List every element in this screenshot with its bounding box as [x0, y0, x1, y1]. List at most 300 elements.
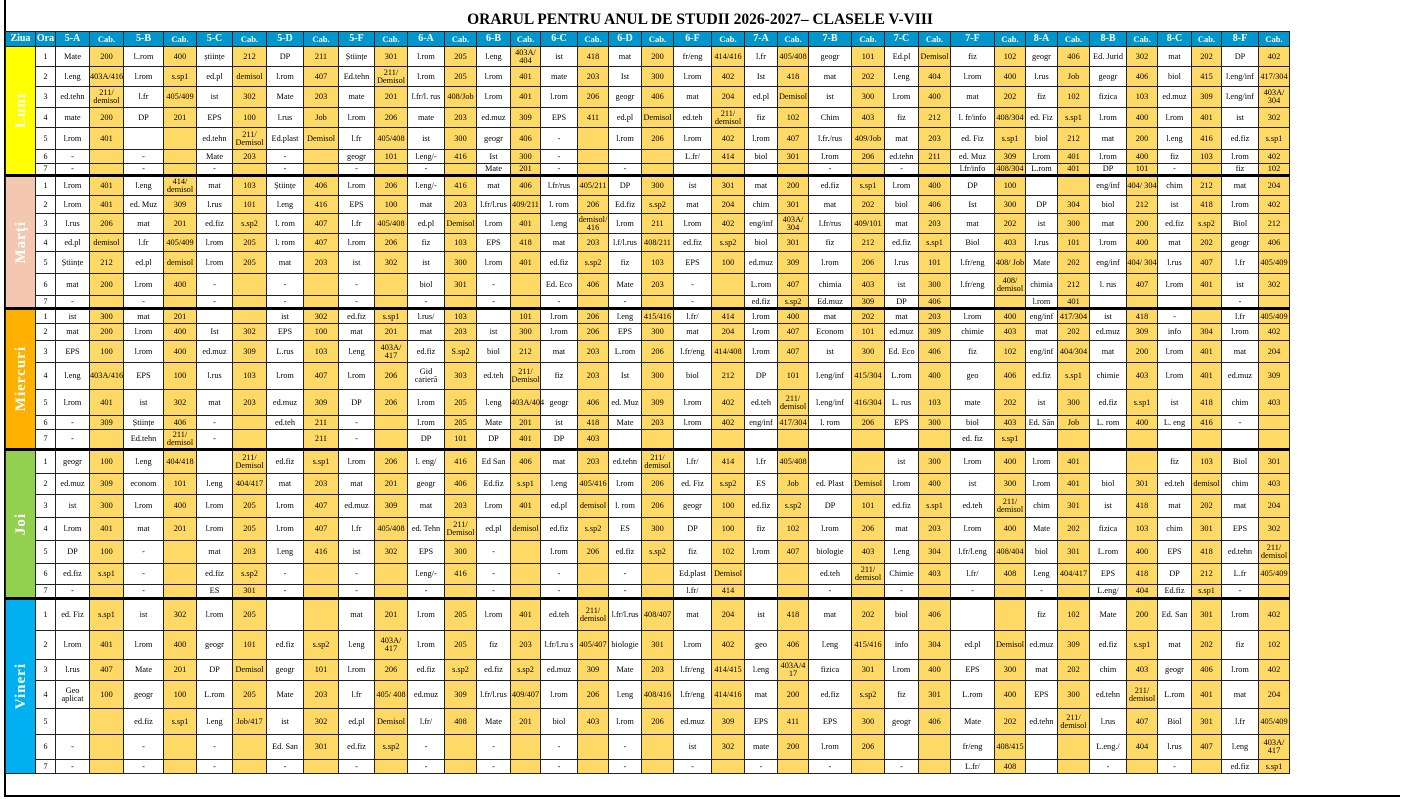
subject-cell: - — [477, 564, 511, 585]
subject-cell: - — [124, 164, 164, 176]
cabinet-cell — [642, 564, 674, 585]
cabinet-cell: 406 — [1259, 234, 1290, 252]
cabinet-cell — [304, 564, 339, 585]
subject-cell: Științe — [339, 47, 375, 67]
cabinet-cell: 400 — [164, 341, 197, 363]
cabinet-cell: 309 — [919, 324, 951, 341]
subject-cell: l.rus — [885, 252, 919, 274]
cabinet-cell: s.sp1 — [995, 430, 1026, 450]
cabinet-cell: 206 — [578, 309, 609, 324]
subject-cell: EPS — [809, 709, 852, 735]
cabinet-cell: 405/408 — [375, 128, 408, 150]
cabinet-cell: 405/416 — [578, 474, 609, 495]
cabinet-cell: 405/407 — [578, 631, 609, 660]
cabinet-cell: 202 — [995, 87, 1026, 108]
cabinet-cell: 406 — [1127, 67, 1158, 87]
cabinet-cell: 202 — [1058, 252, 1090, 274]
cabinet-cell: 200 — [1127, 599, 1158, 631]
subject-cell: l.rus — [1158, 735, 1192, 760]
subject-cell: - — [1090, 760, 1127, 774]
subject-cell: l.eng — [124, 450, 164, 474]
subject-cell: ist — [885, 274, 919, 296]
subject-cell: ed.fiz — [745, 296, 778, 309]
cabinet-cell: Demisol — [919, 47, 951, 67]
subject-cell: mat — [1222, 341, 1259, 363]
cabinet-cell: s.sp2 — [578, 252, 609, 274]
subject-cell: l.rom — [745, 341, 778, 363]
subject-cell: L.fr — [1222, 564, 1259, 585]
cabinet-cell: 101 — [852, 495, 885, 518]
period-number: 1 — [36, 309, 56, 324]
subject-cell: - — [408, 296, 445, 309]
subject-cell: EPS — [339, 196, 375, 214]
cabinet-cell: 102 — [995, 341, 1026, 363]
table-row — [6, 474, 1290, 495]
subject-cell: l.rom — [408, 47, 445, 67]
table-row — [6, 176, 1290, 196]
header-class: 7-B — [809, 32, 852, 47]
subject-cell: Ed. Jurid — [1090, 47, 1127, 67]
cabinet-cell: 200 — [1127, 214, 1158, 234]
day-name: Luni — [12, 93, 29, 128]
cabinet-cell: 302 — [304, 309, 339, 324]
subject-cell: EPS — [477, 234, 511, 252]
cabinet-cell: 401 — [90, 390, 124, 416]
cabinet-cell: 300 — [995, 196, 1026, 214]
cabinet-cell: s.sp1 — [1259, 128, 1290, 150]
subject-cell: ed.fiz — [267, 631, 304, 660]
cabinet-cell: 101 — [852, 324, 885, 341]
subject-cell: mat — [1222, 176, 1259, 196]
header-class: 8-A — [1026, 32, 1058, 47]
cabinet-cell: 212 — [1192, 176, 1222, 196]
cabinet-cell: 409/407 — [511, 681, 541, 709]
subject-cell: ist — [1090, 495, 1127, 518]
cabinet-cell: 406 — [919, 709, 951, 735]
subject-cell: - — [541, 585, 578, 599]
subject-cell: biol — [477, 341, 511, 363]
cabinet-cell: 418 — [1127, 495, 1158, 518]
cabinet-cell — [919, 735, 951, 760]
cabinet-cell: 309 — [1192, 87, 1222, 108]
cabinet-cell: s.sp1 — [1127, 390, 1158, 416]
cabinet-cell: 211 — [304, 430, 339, 450]
cabinet-cell: 406 — [642, 87, 674, 108]
cabinet-cell: 406 — [995, 363, 1026, 390]
subject-cell: DP — [477, 430, 511, 450]
subject-cell: l.rus — [197, 363, 233, 390]
subject-cell: l.rom — [124, 495, 164, 518]
cabinet-cell: 205 — [445, 631, 477, 660]
table-row — [6, 390, 1290, 416]
subject-cell: biol — [745, 234, 778, 252]
cabinet-cell: 301 — [304, 735, 339, 760]
subject-cell: - — [408, 164, 445, 176]
subject-cell: l.rom — [951, 450, 995, 474]
cabinet-cell: 211/ demisol — [642, 450, 674, 474]
cabinet-cell: 415 — [1192, 67, 1222, 87]
subject-cell — [1026, 735, 1058, 760]
cabinet-cell: 400 — [164, 495, 197, 518]
cabinet-cell — [642, 585, 674, 599]
subject-cell: - — [56, 164, 90, 176]
cabinet-cell: 416/304 — [852, 390, 885, 416]
header-class: 6-C — [541, 32, 578, 47]
subject-cell: - — [197, 274, 233, 296]
cabinet-cell: 204 — [712, 599, 745, 631]
subject-cell: Biol — [1222, 214, 1259, 234]
period-number: 4 — [36, 363, 56, 390]
subject-cell: mat — [1222, 681, 1259, 709]
cabinet-cell: 407 — [778, 541, 809, 564]
cabinet-cell: 416 — [1192, 128, 1222, 150]
subject-cell: chim — [1222, 390, 1259, 416]
cabinet-cell — [511, 760, 541, 774]
cabinet-cell: 401 — [1058, 150, 1090, 164]
subject-cell: - — [197, 760, 233, 774]
subject-cell — [1158, 296, 1192, 309]
cabinet-cell: 203 — [233, 150, 267, 164]
cabinet-cell: 416 — [1192, 416, 1222, 430]
cabinet-cell: 403A/ 304 — [778, 214, 809, 234]
cabinet-cell: 414/415 — [712, 660, 745, 681]
cabinet-cell: 411 — [778, 709, 809, 735]
subject-cell — [267, 599, 304, 631]
subject-cell — [1158, 430, 1192, 450]
subject-cell: biol — [1090, 196, 1127, 214]
subject-cell: Ed. San — [267, 735, 304, 760]
cabinet-cell: 418 — [1127, 564, 1158, 585]
subject-cell: EPS — [267, 324, 304, 341]
subject-cell: - — [541, 564, 578, 585]
cabinet-cell: demisol — [578, 495, 609, 518]
subject-cell: l.eng — [745, 660, 778, 681]
subject-cell: ed. Fiz — [674, 474, 712, 495]
subject-cell: chim — [1090, 660, 1127, 681]
cabinet-cell: 309 — [375, 495, 408, 518]
cabinet-cell: 300 — [642, 518, 674, 541]
subject-cell: Mate — [56, 47, 90, 67]
subject-cell: Ed.tehn — [339, 67, 375, 87]
cabinet-cell: demisol/ 416 — [578, 214, 608, 232]
subject-cell: ed.pl — [339, 709, 375, 735]
cabinet-cell: 403A/416 — [90, 363, 124, 390]
cabinet-cell: 414 — [712, 450, 745, 474]
subject-cell: biol — [541, 709, 578, 735]
cabinet-cell: Job — [1058, 67, 1090, 87]
cabinet-cell: 300 — [919, 416, 951, 430]
subject-cell: L. rus — [885, 390, 919, 416]
cabinet-cell: Job/417 — [233, 709, 267, 735]
cabinet-cell: 301 — [642, 631, 674, 660]
subject-cell: l.eng — [339, 631, 375, 660]
cabinet-cell: 404/ 304 — [1127, 176, 1158, 196]
subject-cell: L.eng./ — [1090, 735, 1127, 760]
cabinet-cell — [852, 164, 885, 176]
cabinet-cell — [578, 760, 609, 774]
cabinet-cell: 400 — [995, 518, 1026, 541]
subject-cell: L.rus — [267, 341, 304, 363]
subject-cell: Mate — [609, 274, 642, 296]
subject-cell: - — [124, 296, 164, 309]
cabinet-cell — [375, 274, 408, 296]
subject-cell: ed.fiz — [541, 518, 578, 541]
subject-cell: - — [609, 564, 642, 585]
subject-cell: - — [408, 585, 445, 599]
subject-cell: l.rom — [339, 363, 375, 390]
subject-cell: l.rom — [124, 67, 164, 87]
subject-cell — [745, 164, 778, 176]
subject-cell: fiz — [1222, 631, 1259, 660]
cabinet-cell: 401 — [1192, 363, 1222, 390]
cabinet-cell: 212 — [919, 108, 951, 128]
subject-cell: - — [56, 585, 90, 599]
cabinet-cell: 202 — [1058, 518, 1090, 541]
subject-cell: ist — [674, 735, 712, 760]
cabinet-cell: 100 — [712, 495, 745, 518]
cabinet-cell — [1192, 164, 1222, 176]
subject-cell: mat — [124, 214, 164, 234]
subject-cell: geogr — [339, 150, 375, 164]
cabinet-cell: demisol — [1192, 474, 1222, 495]
subject-cell: - — [477, 585, 511, 599]
cabinet-cell — [1127, 430, 1158, 450]
cabinet-cell: 403 — [1259, 474, 1290, 495]
cabinet-cell: 400 — [778, 309, 809, 324]
subject-cell: Ed.fiz — [1158, 585, 1192, 599]
subject-cell: L. eng — [1158, 416, 1192, 430]
cabinet-cell: 403 — [1127, 660, 1158, 681]
cabinet-cell: 414/408 — [712, 341, 745, 363]
subject-cell: ist — [674, 176, 712, 196]
subject-cell: Ist — [197, 324, 233, 341]
cabinet-cell: 211/ demisol — [1127, 681, 1158, 709]
cabinet-cell: 205 — [233, 495, 267, 518]
cabinet-cell: 418 — [1192, 390, 1222, 416]
cabinet-cell — [919, 164, 951, 176]
cabinet-cell: 211/ demisol — [778, 390, 809, 416]
cabinet-cell: 404 — [919, 67, 951, 87]
subject-cell: ed.fiz — [885, 495, 919, 518]
cabinet-cell: 302 — [712, 735, 745, 760]
day-name: Miercuri — [12, 346, 29, 412]
cabinet-cell: 401 — [1192, 681, 1222, 709]
subject-cell: L. rom — [1090, 416, 1127, 430]
cabinet-cell — [919, 585, 951, 599]
cabinet-cell: 103 — [304, 341, 339, 363]
subject-cell: biol — [885, 599, 919, 631]
cabinet-cell: 102 — [1259, 164, 1290, 176]
cabinet-cell — [445, 735, 477, 760]
subject-cell: DP — [408, 430, 445, 450]
cabinet-cell: 102 — [712, 541, 745, 564]
cabinet-cell: demisol — [90, 234, 124, 252]
cabinet-cell — [1192, 309, 1222, 324]
subject-cell: ist — [56, 309, 90, 324]
cabinet-cell: 202 — [1192, 495, 1222, 518]
subject-cell: l.fr — [124, 234, 164, 252]
subject-cell: biol — [885, 196, 919, 214]
subject-cell: - — [339, 274, 375, 296]
cabinet-cell: 100 — [90, 681, 124, 709]
subject-cell: - — [197, 164, 233, 176]
subject-cell: ed.fiz — [1090, 631, 1127, 660]
subject-cell: chimia — [809, 274, 852, 296]
subject-cell: mat — [951, 87, 995, 108]
subject-cell: l.rom — [339, 108, 375, 128]
subject-cell: - — [124, 541, 164, 564]
cabinet-cell: 402 — [1259, 196, 1290, 214]
cabinet-cell: 300 — [642, 324, 674, 341]
subject-cell: l.fr — [339, 518, 375, 541]
subject-cell: l. rus — [1090, 274, 1127, 296]
subject-cell: mat — [885, 128, 919, 150]
subject-cell: mat — [674, 87, 712, 108]
subject-cell — [745, 430, 778, 450]
cabinet-cell: 212 — [1192, 564, 1222, 585]
subject-cell: l.rom — [1026, 150, 1058, 164]
subject-cell: l.fr/l.rus — [477, 196, 511, 214]
cabinet-cell: Demisol — [712, 564, 745, 585]
cabinet-cell: 301 — [852, 660, 885, 681]
subject-cell: științe — [197, 47, 233, 67]
cabinet-cell — [642, 164, 674, 176]
cabinet-cell: 203 — [511, 631, 541, 660]
subject-cell: - — [339, 760, 375, 774]
subject-cell: l.rom — [951, 518, 995, 541]
cabinet-cell: 103 — [445, 309, 477, 324]
subject-cell: Mate — [1026, 518, 1058, 541]
cabinet-cell — [852, 585, 885, 599]
cabinet-cell: 403 — [995, 324, 1026, 341]
subject-cell: fiz — [408, 234, 445, 252]
cabinet-cell — [1058, 585, 1090, 599]
subject-cell: l.rom — [609, 709, 642, 735]
cabinet-cell — [1058, 735, 1090, 760]
subject-cell: - — [56, 296, 90, 309]
subject-cell: mat — [541, 341, 578, 363]
cabinet-cell: 402 — [712, 416, 745, 430]
cabinet-cell: 206 — [852, 735, 885, 760]
cabinet-cell: 402 — [1259, 47, 1290, 67]
period-number: 7 — [36, 760, 56, 774]
subject-cell: ist — [541, 416, 578, 430]
subject-cell: geogr — [1090, 67, 1127, 87]
table-row — [6, 631, 1290, 660]
subject-cell: mat — [197, 541, 233, 564]
cabinet-cell: 102 — [1259, 631, 1290, 660]
cabinet-cell: 300 — [511, 324, 541, 341]
cabinet-cell: 203 — [919, 128, 951, 150]
table-row — [6, 324, 1290, 341]
subject-cell: mat — [541, 234, 578, 252]
subject-cell: DP — [124, 108, 164, 128]
header-cab: Cab. — [995, 32, 1026, 47]
cabinet-cell: 400 — [919, 363, 951, 390]
cabinet-cell: 103 — [233, 176, 267, 196]
cabinet-cell: 400 — [919, 660, 951, 681]
subject-cell: l.eng — [885, 541, 919, 564]
cabinet-cell: 206 — [375, 390, 408, 416]
subject-cell: DP — [809, 495, 852, 518]
subject-cell: mat — [885, 518, 919, 541]
cabinet-cell — [233, 309, 267, 324]
subject-cell: l.rom — [1026, 474, 1058, 495]
subject-cell: l.rus — [56, 214, 90, 234]
subject-cell: geogr — [477, 128, 511, 150]
cabinet-cell: 211/ demisol — [712, 108, 745, 128]
subject-cell: - — [745, 760, 778, 774]
cabinet-cell: 309 — [304, 390, 339, 416]
cabinet-cell — [642, 760, 674, 774]
cabinet-cell: 101 — [1058, 234, 1090, 252]
cabinet-cell: 100 — [712, 252, 745, 274]
subject-cell: ed.fiz — [1222, 760, 1259, 774]
cabinet-cell: 309 — [90, 416, 124, 430]
cabinet-cell: 300 — [90, 495, 124, 518]
cabinet-cell: 201 — [375, 87, 408, 108]
header-class: 7-C — [885, 32, 919, 47]
cabinet-cell: 211 — [304, 47, 339, 67]
cabinet-cell: 205 — [445, 416, 477, 430]
subject-cell: ed. Fiz — [56, 599, 90, 631]
subject-cell: l.rom — [124, 274, 164, 296]
subject-cell: ist — [267, 309, 304, 324]
cabinet-cell — [578, 296, 609, 309]
cabinet-cell: 405/ 408 — [375, 681, 408, 709]
subject-cell: l.fr/eng — [674, 341, 712, 363]
subject-cell — [56, 709, 90, 735]
subject-cell: - — [477, 296, 511, 309]
cabinet-cell: 212 — [1127, 196, 1158, 214]
subject-cell: - — [809, 164, 852, 176]
subject-cell: Ist — [951, 196, 995, 214]
cabinet-cell: 408/407 — [642, 599, 674, 631]
subject-cell: EPS — [674, 252, 712, 274]
cabinet-cell — [304, 274, 339, 296]
cabinet-cell: 416 — [445, 450, 477, 474]
cabinet-cell: 401 — [1058, 474, 1090, 495]
period-number: 4 — [36, 234, 56, 252]
subject-cell: ist — [267, 709, 304, 735]
subject-cell: Ed. Săn — [1026, 416, 1058, 430]
period-number: 1 — [36, 176, 56, 196]
subject-cell: l.eng/inf — [809, 363, 852, 390]
cabinet-cell: 102 — [778, 108, 809, 128]
cabinet-cell — [778, 564, 809, 585]
cabinet-cell: s.sp2 — [778, 495, 809, 518]
cabinet-cell: 309 — [1058, 631, 1090, 660]
cabinet-cell: 401 — [1058, 450, 1090, 474]
cabinet-cell — [1058, 760, 1090, 774]
cabinet-cell: 101 — [445, 430, 477, 450]
cabinet-cell: 211/ Demisol — [511, 363, 541, 390]
subject-cell: ed.teh — [267, 416, 304, 430]
cabinet-cell: s.sp1 — [1058, 363, 1090, 390]
subject-cell: mat — [124, 518, 164, 541]
subject-cell: Științe — [56, 252, 90, 274]
cabinet-cell — [445, 164, 477, 176]
subject-cell: - — [267, 585, 304, 599]
cabinet-cell — [164, 541, 197, 564]
cabinet-cell: 204 — [1259, 495, 1290, 518]
cabinet-cell: 302 — [1259, 518, 1290, 541]
cabinet-cell: 403A/416 — [90, 67, 124, 87]
cabinet-cell: 403A/ 417 — [375, 341, 408, 363]
cabinet-cell: 211/ Demisol — [445, 518, 477, 541]
subject-cell: fiz — [1026, 599, 1058, 631]
cabinet-cell: 203 — [233, 541, 267, 564]
